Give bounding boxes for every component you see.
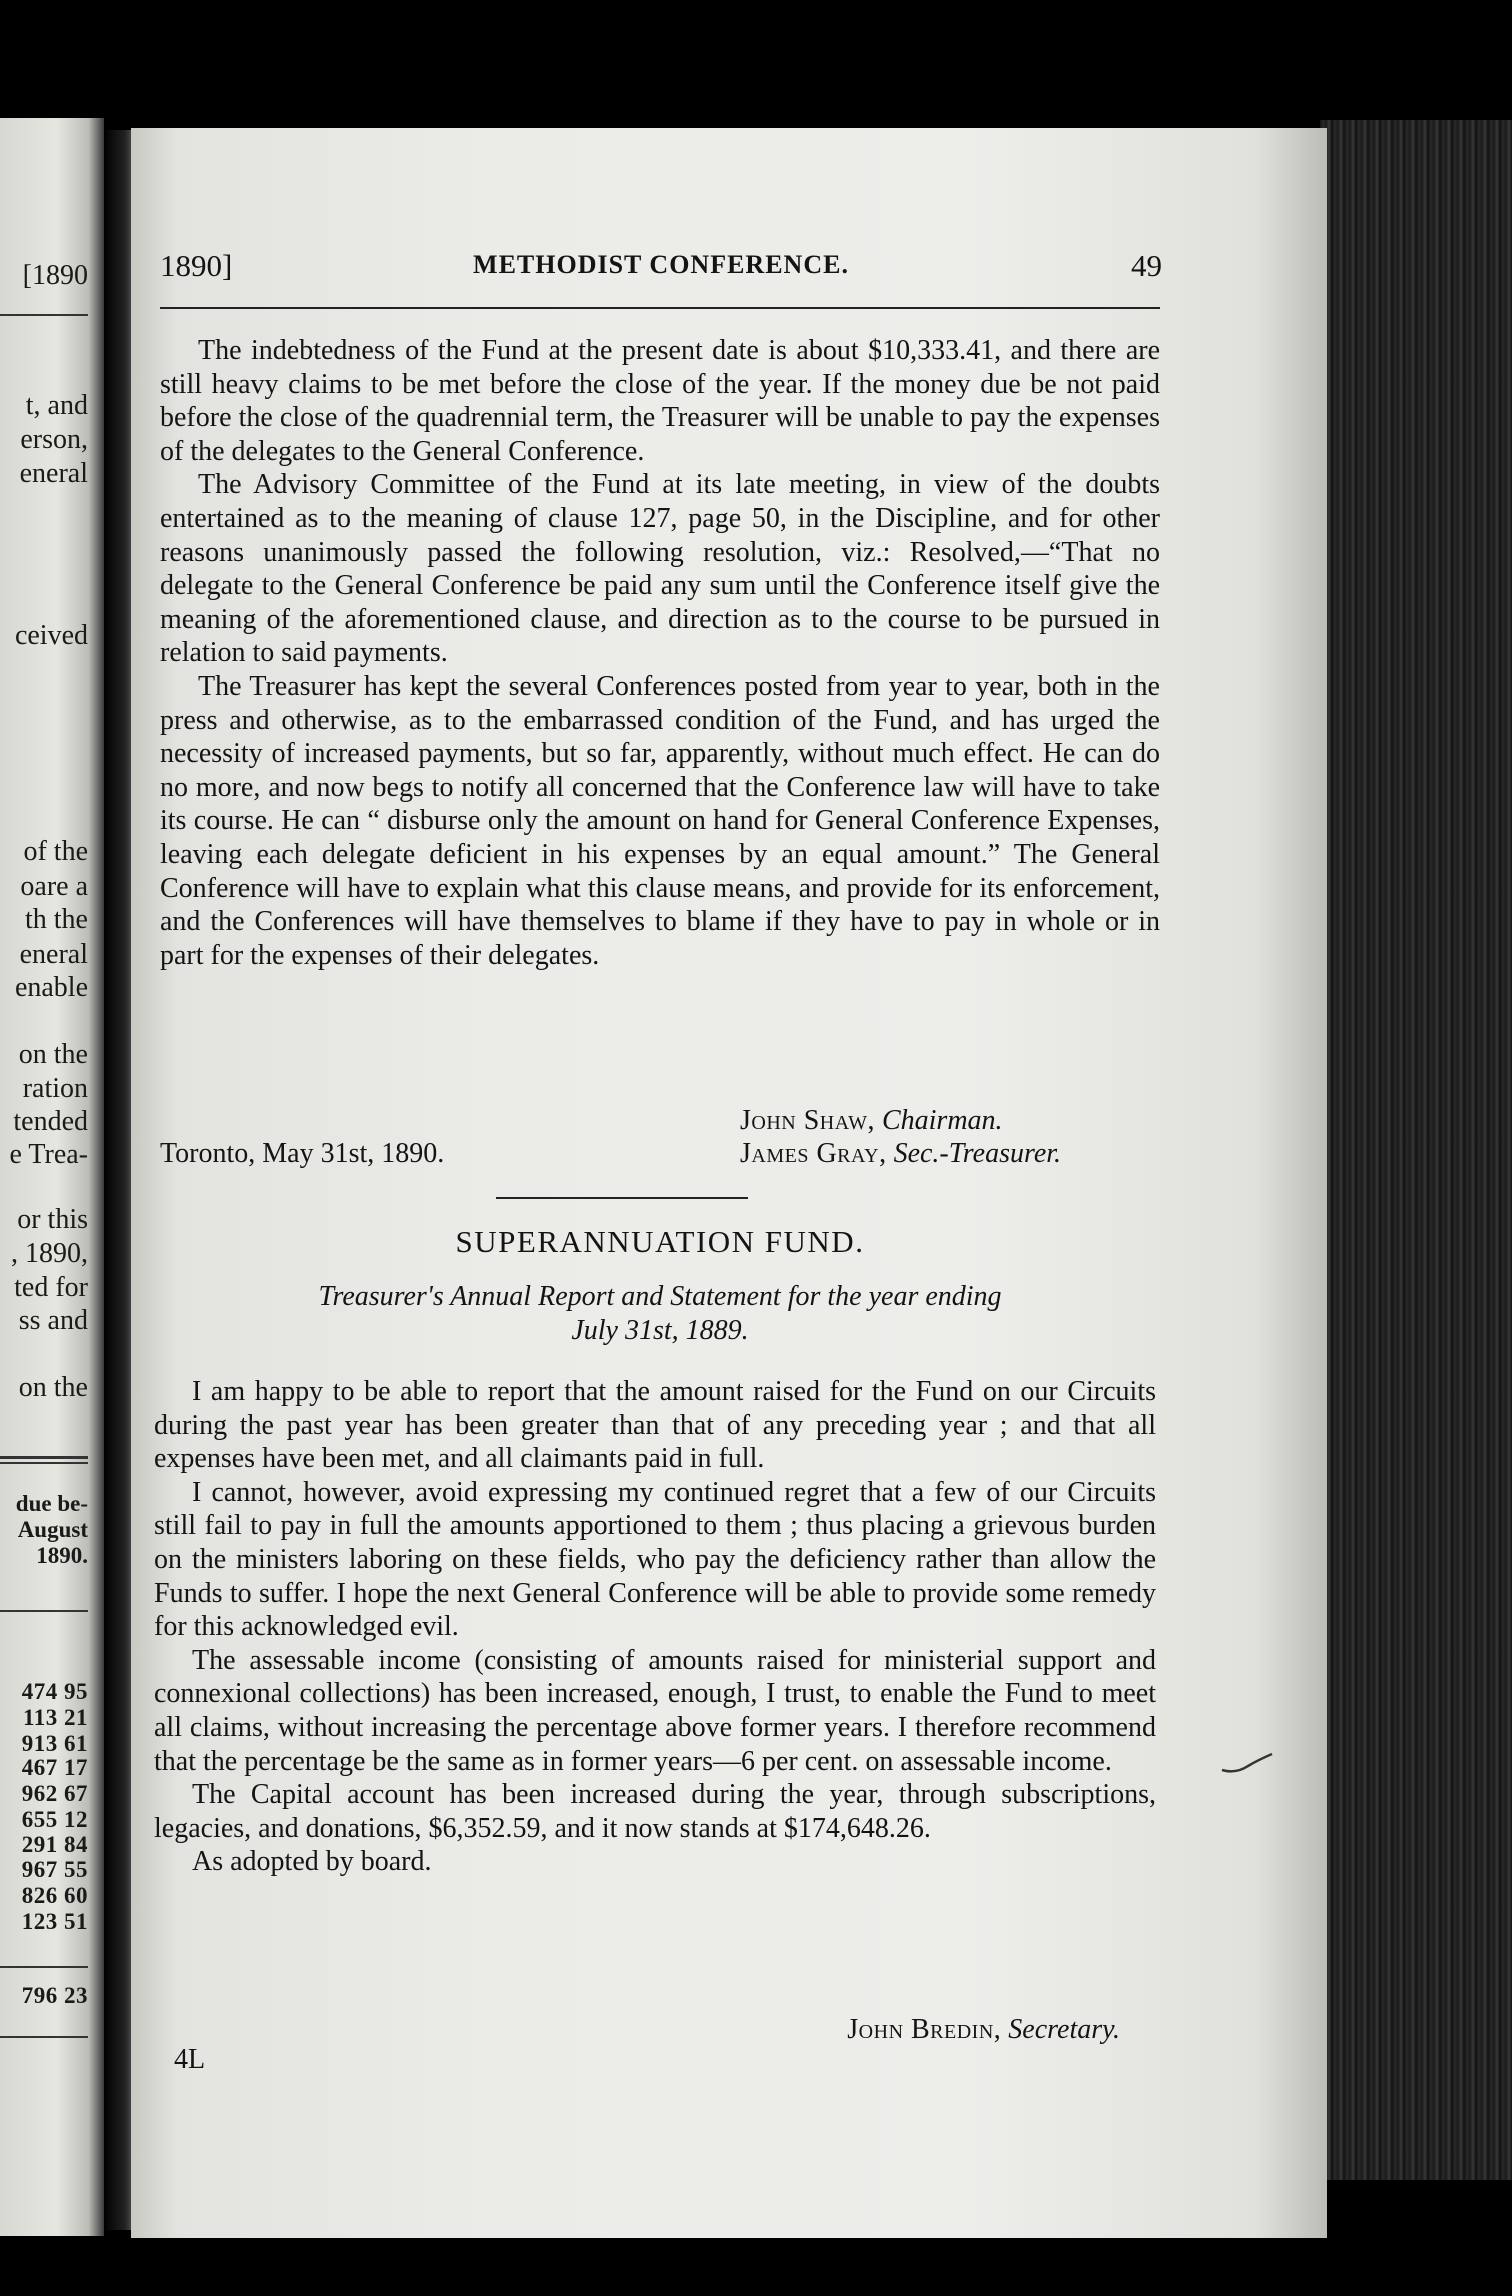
left-page-fragment: ration bbox=[22, 1073, 88, 1104]
left-page-fragment: on the bbox=[18, 1039, 88, 1070]
paragraph: The Advisory Committee of the Fund at its late meeting, in view of the doubts entertained as to the meaning of clause 127, page 50, in the Discipline, and for other reasons unanimously passed the following resolution, viz.: Resolved,—“That no delegate to the General Conference be paid any sum until the Conference itself give the meaning of the aforementioned clause, and direction as to the course to be pursued in relation to said payments. bbox=[160, 469, 1160, 669]
left-page-fragment: ceived bbox=[14, 620, 88, 651]
running-head-title: METHODIST CONFERENCE. bbox=[473, 250, 849, 279]
left-page-fragment: 1890. bbox=[36, 1543, 88, 1568]
chairman-signature bbox=[740, 1104, 1003, 1137]
fund-report-text bbox=[160, 334, 1160, 972]
treasurer-report-text bbox=[154, 1375, 1156, 1879]
left-page-rule bbox=[0, 2036, 88, 2038]
left-page-amount: 291 84 bbox=[21, 1832, 88, 1857]
left-page-rule bbox=[0, 1966, 88, 1968]
paragraph: The assessable income (consisting of amounts raised for ministerial support and connexional collections) has been increased, enough, I trust, to enable the Fund to meet all claims, without increasing the percentage above former years. I therefore recommend that the percentage be the same as in former years—6 per cent. on assessable income. bbox=[154, 1644, 1156, 1777]
paragraph: The indebtedness of the Fund at the present date is about $10,333.41, and there are still heavy claims to be met before the close of the year. If the money due be not paid before the close of the quadrennial term, the Treasurer will be unable to pay the expenses of the delegates to the General Conference. bbox=[160, 335, 1160, 467]
left-page-fragment: eneral bbox=[19, 458, 88, 489]
left-page-fragment: eneral bbox=[19, 939, 88, 970]
left-page-fragment: t, and bbox=[25, 390, 88, 421]
left-page-rule bbox=[0, 1462, 88, 1464]
left-page-fragment: [1890 bbox=[22, 260, 88, 291]
signatory-role: Secretary. bbox=[1008, 2014, 1120, 2045]
signature-block bbox=[160, 1104, 1160, 1170]
left-page-amount: 796 23 bbox=[21, 1983, 88, 2008]
left-page-fragment: enable bbox=[14, 972, 88, 1003]
left-page-rule bbox=[0, 314, 88, 316]
running-head bbox=[160, 248, 1162, 288]
left-page-amount: 123 51 bbox=[21, 1909, 88, 1934]
signatory-name: John Bredin, bbox=[847, 2014, 1002, 2045]
left-page-fragment: ss and bbox=[18, 1305, 88, 1336]
left-page-fragment: oare a bbox=[20, 871, 88, 902]
paragraph: As adopted by board. bbox=[192, 1846, 432, 1878]
section-divider bbox=[496, 1197, 748, 1199]
subtitle-line: Treasurer's Annual Report and Statement for the year ending bbox=[318, 1281, 1002, 1312]
left-page-fragment: of the bbox=[23, 836, 88, 867]
left-page-amount: 467 17 bbox=[21, 1755, 88, 1780]
left-page-amount: 967 55 bbox=[21, 1857, 88, 1882]
left-page-rule bbox=[0, 1610, 88, 1612]
paragraph: I cannot, however, avoid expressing my continued regret that a few of our Circuits still fail to pay in full the amounts apportioned to them ; thus placing a grievous burden on the ministers laboring on these fields, who pay the deficiency rather than allow the Funds to suffer. I hope the next General Conference will be able to provide some remedy for this acknowledged evil. bbox=[154, 1476, 1156, 1643]
left-page-fragment: ted for bbox=[14, 1272, 88, 1303]
left-page-amount: 826 60 bbox=[21, 1883, 88, 1908]
left-page-fragment: th the bbox=[25, 904, 88, 935]
left-page-amount: 113 21 bbox=[23, 1705, 88, 1730]
paragraph: I am happy to be able to report that the amount raised for the Fund on our Circuits during the past year has been greater than that of any preceding year ; and that all expenses have been met, and all claimants paid in full. bbox=[154, 1376, 1156, 1475]
book-page-edge bbox=[1320, 120, 1512, 2180]
left-page-amount: 474 95 bbox=[21, 1679, 88, 1704]
left-page-fragment: due be- bbox=[15, 1491, 88, 1516]
signatory-role: Sec.-Treasurer. bbox=[893, 1138, 1062, 1169]
left-page-fragment: e Trea- bbox=[9, 1139, 88, 1170]
left-page-fragment: on the bbox=[18, 1372, 88, 1403]
previous-page-strip bbox=[0, 118, 104, 2236]
running-head-year: 1890] bbox=[160, 248, 233, 283]
left-page-fragment: erson, bbox=[20, 424, 88, 455]
page-number: 49 bbox=[1131, 248, 1162, 283]
header-rule bbox=[160, 307, 1160, 309]
left-page-fragment: tended bbox=[13, 1106, 88, 1137]
left-page-amount: 913 61 bbox=[21, 1731, 88, 1756]
spine-shadow bbox=[104, 130, 134, 2230]
place-date: Toronto, May 31st, 1890. bbox=[160, 1138, 445, 1169]
left-page-fragment: , 1890, bbox=[11, 1238, 88, 1269]
left-page-fragment: or this bbox=[17, 1204, 88, 1235]
signatory-role: Chairman. bbox=[881, 1105, 1003, 1136]
signatory-name: John Shaw, bbox=[740, 1105, 875, 1136]
pencil-check-mark bbox=[1218, 1750, 1278, 1780]
paragraph: The Treasurer has kept the several Conferences posted from year to year, both in the press and otherwise, as to the embarrassed condition of the Fund, and has urged the necessity of increased payments, but so far, apparently, without much effect. He can do no more, and now begs to notify all concerned that the Conference law will have to take its course. He can “ disburse only the amount on hand for General Conference Expenses, leaving each delegate deficient in his expenses by an equal amount.” The General Conference will have to explain what this clause means, and provide for its enforcement, and the Conferences will have themselves to blame if they have to pay in whole or in part for the expenses of their delegates. bbox=[160, 670, 1160, 971]
treasurer-signature bbox=[740, 1137, 1061, 1170]
subtitle-line: July 31st, 1889. bbox=[571, 1315, 749, 1346]
left-page-amount: 655 12 bbox=[21, 1807, 88, 1832]
left-page-rule bbox=[0, 1456, 88, 1459]
left-page-fragment: August bbox=[17, 1517, 88, 1542]
secretary-signature bbox=[154, 2014, 1156, 2050]
section-title: SUPERANNUATION FUND. bbox=[455, 1224, 865, 1259]
signatory-name: James Gray, bbox=[740, 1138, 887, 1169]
printer-signature-mark: 4L bbox=[174, 2044, 206, 2075]
section-subtitle bbox=[180, 1280, 1140, 1348]
paragraph: The Capital account has been increased during the year, through subscriptions, legacies, and donations, $6,352.59, and it now stands at $174,648.26. bbox=[154, 1779, 1156, 1844]
left-page-amount: 962 67 bbox=[21, 1781, 88, 1806]
